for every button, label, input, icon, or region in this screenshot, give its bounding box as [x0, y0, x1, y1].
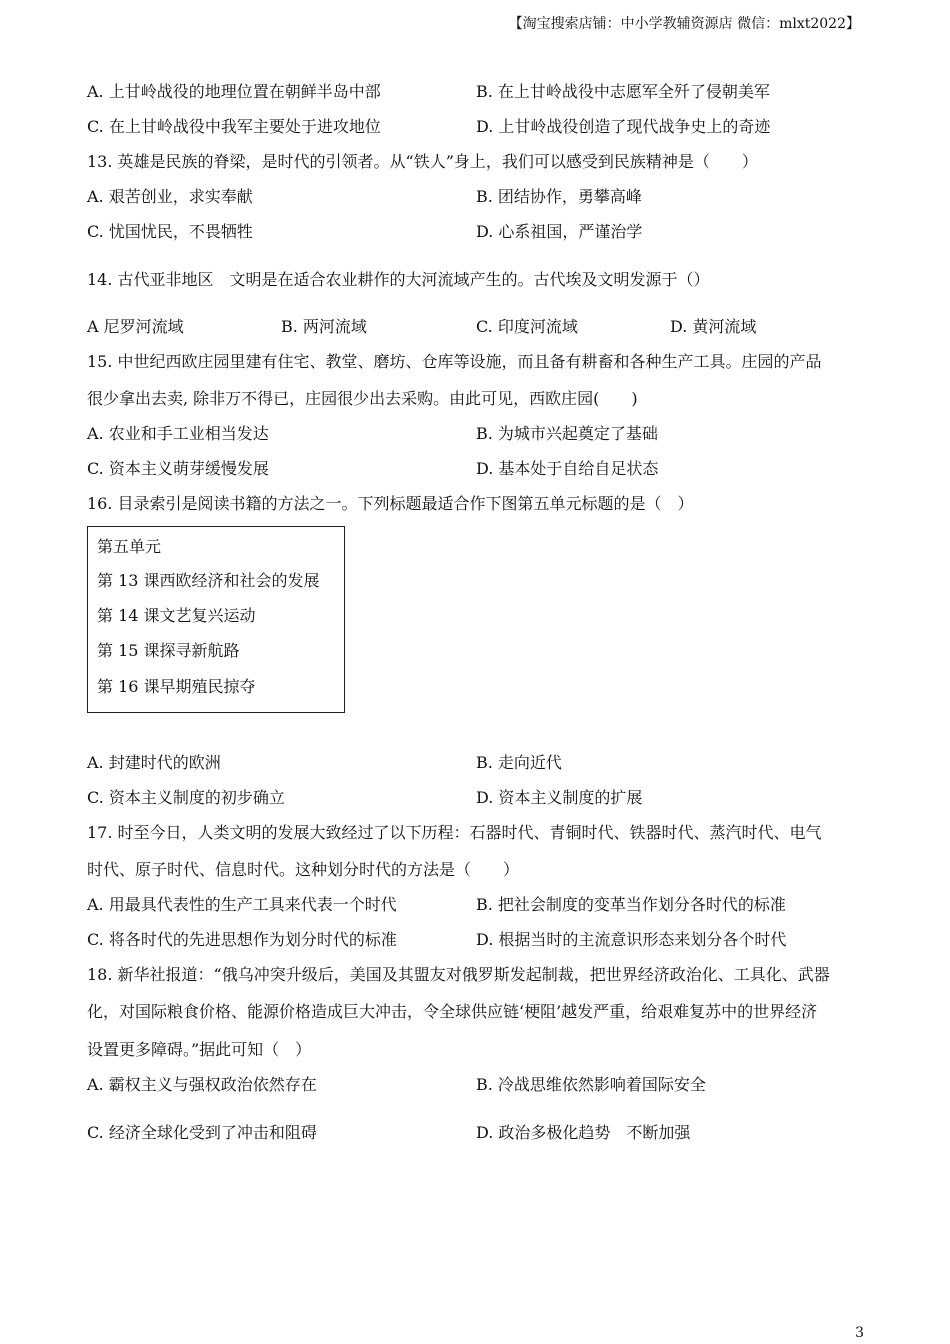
q17-stem-line-1: 17. 时至今日，人类文明的发展大致经过了以下历程：石器时代、青铜时代、铁器时代、蒸汽时代、电气	[87, 823, 822, 842]
q16-option-b: B. 走向近代	[476, 753, 562, 772]
q15-option-c: C. 资本主义萌芽缓慢发展	[87, 459, 269, 478]
q12-option-b: B. 在上甘岭战役中志愿军全歼了侵朝美军	[476, 82, 770, 101]
q12-option-d: D. 上甘岭战役创造了现代战争史上的奇迹	[476, 117, 771, 136]
q15-option-b: B. 为城市兴起奠定了基础	[476, 424, 658, 443]
q17-option-b: B. 把社会制度的变革当作划分各时代的标准	[476, 895, 786, 914]
q14-option-c: C. 印度河流域	[476, 317, 578, 336]
q18-stem-line-1: 18. 新华社报道：“俄乌冲突升级后，美国及其盟友对俄罗斯发起制裁，把世界经济政治化、工具化、武器	[87, 965, 830, 984]
q16-stem: 16. 目录索引是阅读书籍的方法之一。下列标题最适合作下图第五单元标题的是（ ）	[87, 494, 694, 513]
q14-option-a: A 尼罗河流域	[87, 317, 184, 336]
lesson-13: 第 13 课西欧经济和社会的发展	[97, 571, 320, 590]
q17-stem-line-2: 时代、原子时代、信息时代。这种划分时代的方法是（ ）	[87, 860, 520, 879]
q13-option-a: A. 艰苦创业，求实奉献	[87, 187, 253, 206]
q16-option-d: D. 资本主义制度的扩展	[476, 788, 643, 807]
q18-option-d: D. 政治多极化趋势 不断加强	[476, 1123, 691, 1142]
page-number: 3	[855, 1325, 864, 1341]
q16-option-a: A. 封建时代的欧洲	[87, 753, 221, 772]
q17-option-c: C. 将各时代的先进思想作为划分时代的标准	[87, 930, 397, 949]
q17-option-a: A. 用最具代表性的生产工具来代表一个时代	[87, 895, 397, 914]
q13-option-c: C. 忧国忧民，不畏牺牲	[87, 222, 253, 241]
unit-title: 第五单元	[97, 537, 162, 556]
q14-stem: 14. 古代亚非地区 文明是在适合农业耕作的大河流域产生的。古代埃及文明发源于（）	[87, 270, 710, 289]
q18-stem-line-2: 化，对国际粮食价格、能源价格造成巨大冲击，令全球供应链‘梗阻’越发严重，给艰难复苏中的世界经济	[87, 1002, 818, 1021]
q17-option-d: D. 根据当时的主流意识形态来划分各个时代	[476, 930, 787, 949]
q13-option-b: B. 团结协作，勇攀高峰	[476, 187, 642, 206]
q14-option-d: D. 黄河流域	[670, 317, 757, 336]
q18-option-a: A. 霸权主义与强权政治依然存在	[87, 1075, 317, 1094]
q12-option-c: C. 在上甘岭战役中我军主要处于进攻地位	[87, 117, 381, 136]
lesson-14: 第 14 课文艺复兴运动	[97, 606, 256, 625]
q15-stem-line-2: 很少拿出去卖, 除非万不得已，庄园很少出去采购。由此可见，西欧庄园( )	[87, 389, 638, 408]
q13-stem: 13. 英雄是民族的脊梁，是时代的引领者。从“铁人”身上，我们可以感受到民族精神是（ ）	[87, 152, 758, 171]
lesson-16: 第 16 课早期殖民掠夺	[97, 677, 256, 696]
q12-option-a: A. 上甘岭战役的地理位置在朝鲜半岛中部	[87, 82, 381, 101]
lesson-15: 第 15 课探寻新航路	[97, 641, 240, 660]
store-header: 【淘宝搜索店铺：中小学教辅资源店 微信：mlxt2022】	[508, 16, 860, 32]
q18-option-c: C. 经济全球化受到了冲击和阻碍	[87, 1123, 317, 1142]
q15-stem-line-1: 15. 中世纪西欧庄园里建有住宅、教堂、磨坊、仓库等设施，而且备有耕畜和各种生产工具。庄园的产品	[87, 352, 822, 371]
q15-option-d: D. 基本处于自给自足状态	[476, 459, 659, 478]
q18-option-b: B. 冷战思维依然影响着国际安全	[476, 1075, 706, 1094]
q18-stem-line-3: 设置更多障碍。”据此可知（ ）	[87, 1040, 312, 1059]
q14-option-b: B. 两河流域	[281, 317, 367, 336]
q15-option-a: A. 农业和手工业相当发达	[87, 424, 269, 443]
q16-option-c: C. 资本主义制度的初步确立	[87, 788, 285, 807]
q13-option-d: D. 心系祖国，严谨治学	[476, 222, 643, 241]
